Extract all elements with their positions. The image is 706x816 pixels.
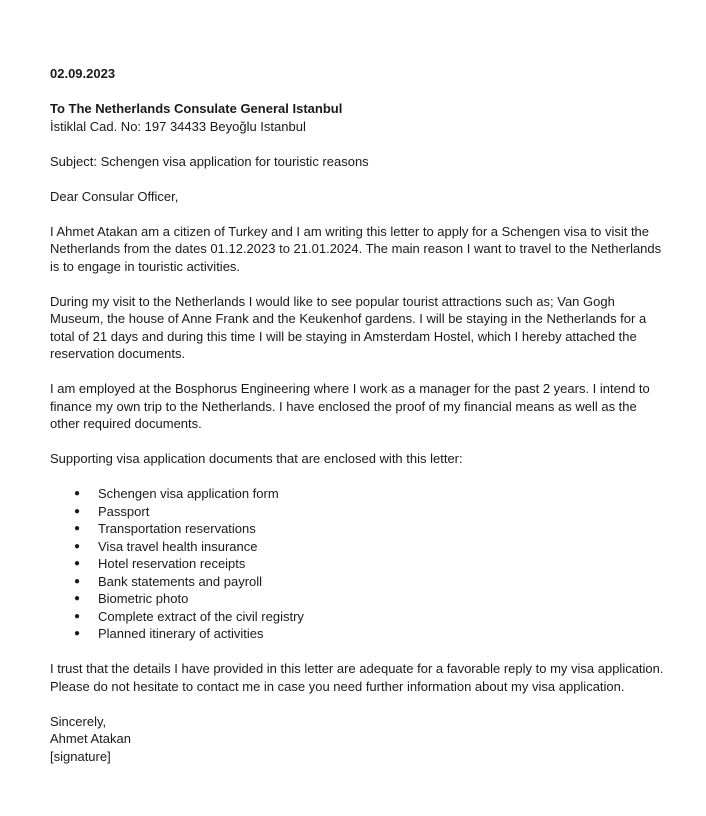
- list-item: [50, 503, 666, 521]
- signature-block: [50, 713, 666, 766]
- signature-placeholder: [signature]: [50, 748, 111, 764]
- bullet-icon: ●: [74, 505, 81, 517]
- list-item: [50, 590, 666, 608]
- recipient-name: To The Netherlands Consulate General Istanbul: [50, 101, 343, 116]
- recipient-block: [50, 100, 666, 135]
- list-item-label: Visa travel health insurance: [98, 538, 258, 554]
- list-item-label: Planned itinerary of activities: [98, 626, 264, 641]
- list-item-label: Hotel reservation receipts: [98, 556, 246, 571]
- bullet-icon: ●: [74, 593, 81, 604]
- body-paragraph: I am employed at the Bosphorus Engineering where I work as a manager for the past 2 years. I intend to finance my own trip to the Netherlands. I have enclosed the proof of my financial means as well as the other required documents.: [50, 381, 650, 431]
- list-item: [50, 520, 666, 538]
- recipient-address: İstiklal Cad. No: 197 34433 Beyoğlu Istanbul: [50, 118, 306, 134]
- list-item: [50, 555, 666, 573]
- body-paragraph: During my visit to the Netherlands I would like to see popular tourist attractions such as; Van Gogh Museum, the house of Anne Frank and the Keukenhof gardens. I will be staying in the Netherlands for a total of 21 days and during this time I will be staying in Amsterdam Hostel, which I hereby attached the reservation documents.: [50, 293, 647, 361]
- signer-name: Ahmet Atakan: [50, 731, 131, 746]
- list-item-label: Transportation reservations: [98, 521, 256, 536]
- bullet-icon: ●: [74, 488, 81, 499]
- documents-list: [50, 485, 666, 643]
- closing-paragraph: I trust that the details I have provided in this letter are adequate for a favorable reply to my visa application. Please do not hesitate to contact me in case you need further information about my visa application.: [50, 661, 664, 694]
- list-item: [50, 485, 666, 503]
- bullet-icon: ●: [74, 610, 81, 622]
- body-paragraph: I Ahmet Atakan am a citizen of Turkey and I am writing this letter to apply for a Schengen visa to visit the Netherlands from the dates 01.12.2023 to 21.01.2024. The main reason I want to travel to the Netherlands is to engage in touristic activities.: [50, 223, 662, 274]
- documents-intro: Supporting visa application documents that are enclosed with this letter:: [50, 451, 463, 466]
- list-item-label: Complete extract of the civil registry: [98, 608, 304, 624]
- bullet-icon: ●: [74, 575, 81, 587]
- bullet-icon: ●: [74, 558, 81, 569]
- list-item: [50, 608, 666, 626]
- list-item: [50, 625, 666, 643]
- list-item-label: Schengen visa application form: [98, 486, 279, 501]
- sign-off: Sincerely,: [50, 713, 107, 729]
- list-item-label: Bank statements and payroll: [98, 573, 263, 589]
- list-item-label: Passport: [98, 503, 150, 519]
- letter-date: 02.09.2023: [50, 66, 116, 81]
- list-item: [50, 538, 666, 556]
- list-item-label: Biometric photo: [98, 591, 189, 606]
- letter-subject: Subject: Schengen visa application for touristic reasons: [50, 153, 369, 169]
- list-item: [50, 573, 666, 591]
- bullet-icon: ●: [74, 523, 81, 534]
- letter-salutation: Dear Consular Officer,: [50, 188, 179, 204]
- bullet-icon: ●: [74, 628, 81, 639]
- bullet-icon: ●: [74, 540, 81, 552]
